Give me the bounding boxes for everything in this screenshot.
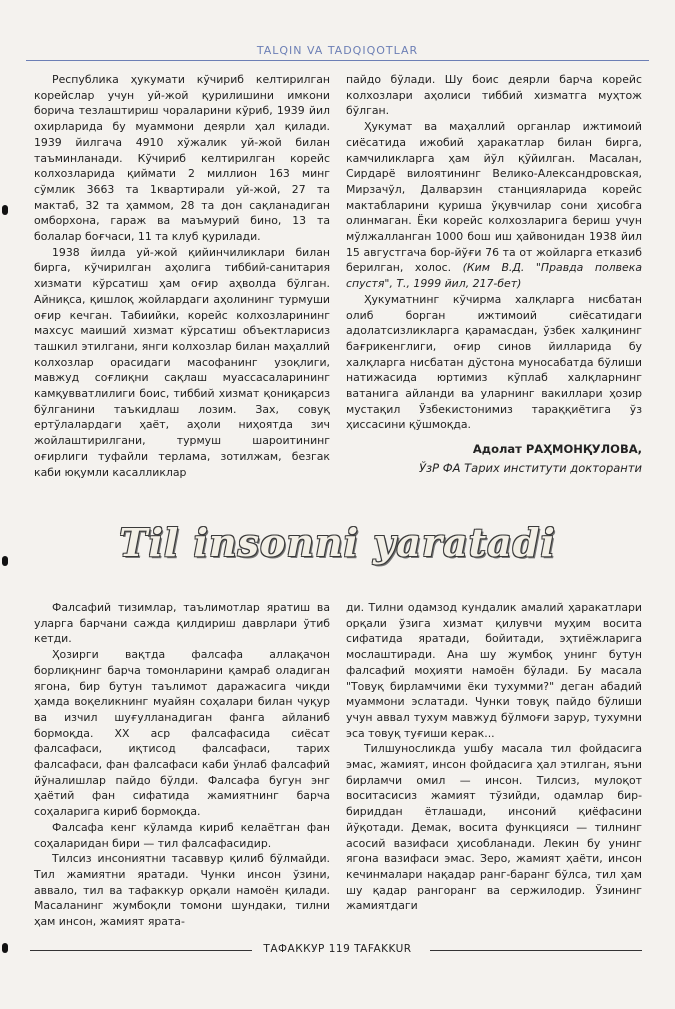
- author-affiliation: ЎзР ФА Тарих институти докторанти: [419, 461, 642, 475]
- binding-hole-mark: [2, 943, 8, 953]
- binding-hole-mark: [2, 205, 8, 215]
- paragraph: Тилшуносликда ушбу масала тил фойдасига эмас, жамият, инсон фойдасига ҳал этилган, яъни бирламчи омил — инсон. Тилсиз, мулоқот воситасисиз жамият тўзийди, одамлар бир-бириддан ётлашади, инсоний қиёфасини йўқотади. Демак, восита функцияси — тилнинг асосий вазифаси ҳисобланади. Лекин бу унинг ягона вазифаси эмас. Зеро, жамият ҳаёти, инсон кечинмалари нақадар ранг-баранг бўлса, тил ҳам шу қадар рангоранг ва сержилодир. Ўзининг жамиятдаги: [346, 742, 642, 913]
- paragraph: Республика ҳукумати кўчириб келтирилган корейслар учун уй-жой қурилишини имкони борича тезлаштириш чораларини кўриб, 1939 йил охирларида бу муаммони деярли ҳал қилади. 1939 йилгача 4910 хўжалик уй-жой билан таъминланади. Кўчириб келтирилган корейс колхозларида қиймати 2 миллион 163 минг сўмлик 3663 та 1квартирали уй-жой, 27 та мактаб, 32 та ҳаммом, 28 та дон сақланадиган омборхона, гараж ва маъмурий бино, 13 та болалар боғчаси, 11 та клуб қурилади.: [34, 73, 330, 244]
- paragraph: пайдо бўлади. Шу боис деярли барча корейс колхозлари аҳолиси тиббий хизматга муҳтож бўлган.: [346, 73, 642, 118]
- article2-left-column: [34, 600, 330, 930]
- binding-hole-mark: [2, 556, 8, 566]
- article2-right-column: [346, 600, 642, 914]
- author-name: Адолат РАҲМОНҚУЛОВА,: [472, 442, 642, 456]
- paragraph: Фалсафа кенг кўламда кириб келаётган фан соҳаларидан бири — тил фалсафасидир.: [34, 820, 330, 850]
- paragraph: Ҳозирги вақтда фалсафа аллақачон борлиқнинг барча томонларини қамраб оладиган ягона, бир бутун таълимот даражасига чиқди ҳамда воқеликнинг муайян соҳалари билан чуқур ва изчил шуғулланадиган фанга айланиб бормоқда. XX аср фалсафасида сиёсат фалсафаси, иқтисод фалсафаси, тарих фалсафаси, фан фалсафаси каби ўнлаб фалсафий йўналишлар пайдо бўлди. Фалсафа бугун энг ҳаётий фан сифатида жамиятнинг барча соҳаларига кириб бормоқда.: [34, 648, 330, 819]
- paragraph: 1938 йилда уй-жой қийинчиликлари билан бирга, кўчирилган аҳолига тиббий-санитария хизмати кўрсатиш ҳам оғир аҳволда бўлган. Айниқса, қишлоқ жойлардаги аҳолининг турмуши оғир кечган. Табиийки, корейс колхозларининг махсус маиший хизмат кўрсатиш объектларисиз ташкил этилгани, янги колхозлар билан маҳаллий колхозлар орасидаги масофанинг узоқлиги, мавжуд соғлиқни сақлаш муассасаларининг камқувватлилиги боис, тиббий хизмат қониқарсиз бўлганини таъкидлаш лозим. Зах, совуқ ертўлалардаги ҳаёт, аҳоли ниҳоятда зич жойлаштирилгани, турмуш шароитининг оғирлиги туфайли терлама, зотилжам, безгак каби юқумли касалликлар: [34, 245, 330, 479]
- paragraph: Тилсиз инсониятни тасаввур қилиб бўлмайди. Тил жамиятни яратади. Чунки инсон ўзини, аввало, тил ва тафаккур орқали намоён қилади. Масаланинг жумбоқли томони шундаки, тилни ҳам инсон, жамият ярата-: [34, 852, 330, 929]
- header-rule: [26, 60, 649, 61]
- article1-left-column: [34, 72, 330, 480]
- section-header: TALQIN VA TADQIQOTLAR: [256, 44, 419, 57]
- article2-title-banner: [0, 512, 675, 572]
- article1-right-column: [346, 72, 642, 433]
- paragraph: [346, 119, 642, 292]
- paragraph: Ҳукуматнинг кўчирма халқларга нисбатан олиб борган ижтимоий сиёсатидаги адолатсизликларга қарамасдан, ўзбек халқининг бағрикенглиги, оғир синов йилларида бу халқларга нисбатан дўстона муносабатда бўлиши натижасида юртимиз кўплаб халқларнинг ватанига айланди ва уларнинг вакиллари ҳозир мустақил Ўзбекистонимиз тараққиётига ўз ҳиссасини қўшмоқда.: [346, 292, 642, 432]
- footer-page-label: ТАФАККУР 119 TAFAKKUR: [263, 943, 412, 955]
- paragraph: Фалсафий тизимлар, таълимотлар яратиш ва уларга барчани сажда қилдириш даврлари ўтиб кетди.: [34, 601, 330, 646]
- footer-rule-right: [430, 950, 642, 951]
- article2-title: Til insonni yaratadi: [119, 519, 556, 565]
- paragraph-text: Ҳукумат ва маҳаллий органлар ижтимоий сиёсатида ижобий ҳаракатлар билан бирга, камчиликларга ҳам йўл қўйилган. Масалан, Сирдарё вилоятининг Велико-Александровская, Мирзачўл, Далварзин станцияларида корейс мактабларини қуриша ўқувчилар сони ҳисобга олинмаган. Ёки корейс колхозларига бериш учун мўлжалланган 1000 бош иш ҳайвонидан 1938 йил 15 августгача бор-йўғи 76 та от жойларга етказиб берилган, холос.: [346, 120, 642, 275]
- paragraph: ди. Тилни одамзод кундалик амалий ҳаракатлари орқали ўзига хизмат қилувчи муҳим восита сифатида яратади, бойитади, эҳтиёжларига мослаштиради. Ана шу жумбоқ унинг бутун фалсафий моҳияти намоён бўлади. Бу масала "Товуқ бирламчими ёки тухумми?" деган абадий муаммони эслатади. Чунки товуқ пайдо бўлиши учун аввал тухум мавжуд бўлмоғи зарур, тухумни эса товуқ туғиши керак...: [346, 601, 642, 740]
- citation: (Ким В.Д. "Правда полвека спустя", Т., 1999 йил, 217-бет): [346, 261, 642, 291]
